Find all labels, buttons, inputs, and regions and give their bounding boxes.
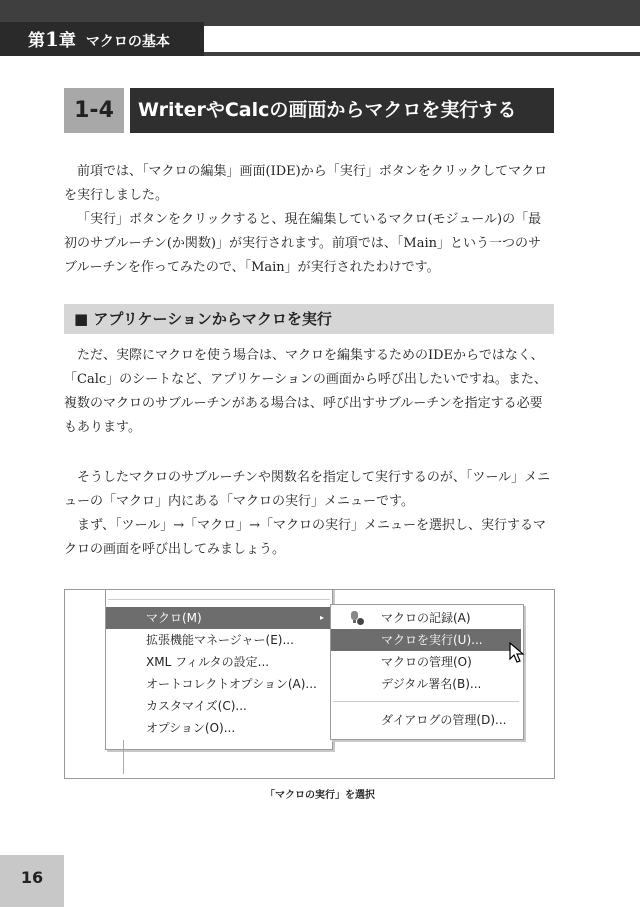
page-number: 16 bbox=[20, 868, 44, 887]
chapter-header-line bbox=[204, 26, 640, 52]
chapter-number: 1 bbox=[45, 27, 59, 51]
section-heading bbox=[64, 88, 554, 133]
paragraph-3: ただ、実際にマクロを使う場合は、マクロを編集するためのIDEからではなく、「Calc」のシートなど、アプリケーションの画面から呼び出したいですね。また、複数のマクロのサブルーチンがある場合は、呼び出すサブルーチンを指定する必要もあります。 bbox=[64, 348, 547, 435]
paragraph-1: 前項では、「マクロの編集」画面(IDE)から「実行」ボタンをクリックしてマクロを実行しました。 bbox=[64, 164, 548, 203]
submenu-item-digital-signature[interactable]: デジタル署名(B)... bbox=[381, 677, 482, 691]
menu-item-options[interactable]: オプション(O)... bbox=[146, 721, 236, 735]
menu-screenshot bbox=[64, 589, 555, 779]
record-macro-icon bbox=[349, 610, 365, 626]
section-title: WriterやCalcの画面からマクロを実行する bbox=[130, 88, 554, 133]
mouse-cursor-icon bbox=[509, 642, 525, 664]
menu-item-customize[interactable]: カスタマイズ(C)... bbox=[146, 699, 247, 713]
paragraph-2: 「実行」ボタンをクリックすると、現在編集しているマクロ(モジュール)の「最初のサブルーチン(か関数)」が実行されます。前項では、「Main」という一つのサブルーチンを作ってみたので、「Main」が実行されたわけです。 bbox=[64, 212, 542, 275]
submenu-item-organize-macros[interactable]: マクロの管理(O) bbox=[381, 655, 472, 669]
menu-item-label: マクロ(M) bbox=[146, 611, 202, 625]
menu-item-macro[interactable] bbox=[106, 607, 330, 629]
chapter-suffix: 章 bbox=[58, 31, 76, 51]
menu-item-xml-filter-settings[interactable]: XML フィルタの設定... bbox=[146, 655, 270, 669]
chapter-label bbox=[28, 26, 170, 51]
chapter-title: マクロの基本 bbox=[85, 34, 170, 50]
section-number: 1-4 bbox=[64, 88, 124, 133]
figure-caption: 「マクロの実行」を選択 bbox=[265, 790, 375, 801]
paragraph-4: そうしたマクロのサブルーチンや関数名を指定して実行するのが、「ツール」メニューの「マクロ」内にある「マクロの実行」メニューです。 bbox=[64, 470, 551, 509]
subheading: ■ アプリケーションからマクロを実行 bbox=[64, 304, 554, 334]
submenu-arrow-icon: ▸ bbox=[319, 613, 324, 622]
window-edge-line bbox=[123, 740, 124, 774]
paragraph-5: まず、「ツール」→「マクロ」→「マクロの実行」メニューを選択し、実行するマクロの画面を呼び出してみましょう。 bbox=[64, 518, 546, 557]
macro-submenu bbox=[330, 604, 524, 740]
menu-separator bbox=[333, 701, 519, 702]
submenu-item-record-macro[interactable] bbox=[331, 607, 521, 629]
menu-item-extension-manager[interactable]: 拡張機能マネージャー(E)... bbox=[146, 633, 294, 647]
menu-item-autocorrect-options[interactable]: オートコレクトオプション(A)... bbox=[146, 677, 317, 691]
chapter-prefix: 第 bbox=[28, 31, 45, 51]
menu-separator bbox=[108, 599, 330, 600]
submenu-item-label: マクロの記録(A) bbox=[381, 611, 471, 625]
submenu-item-organize-dialogs[interactable]: ダイアログの管理(D)... bbox=[381, 713, 507, 727]
submenu-item-run-macro[interactable]: マクロを実行(U)... bbox=[331, 629, 521, 651]
tools-menu bbox=[105, 589, 333, 750]
